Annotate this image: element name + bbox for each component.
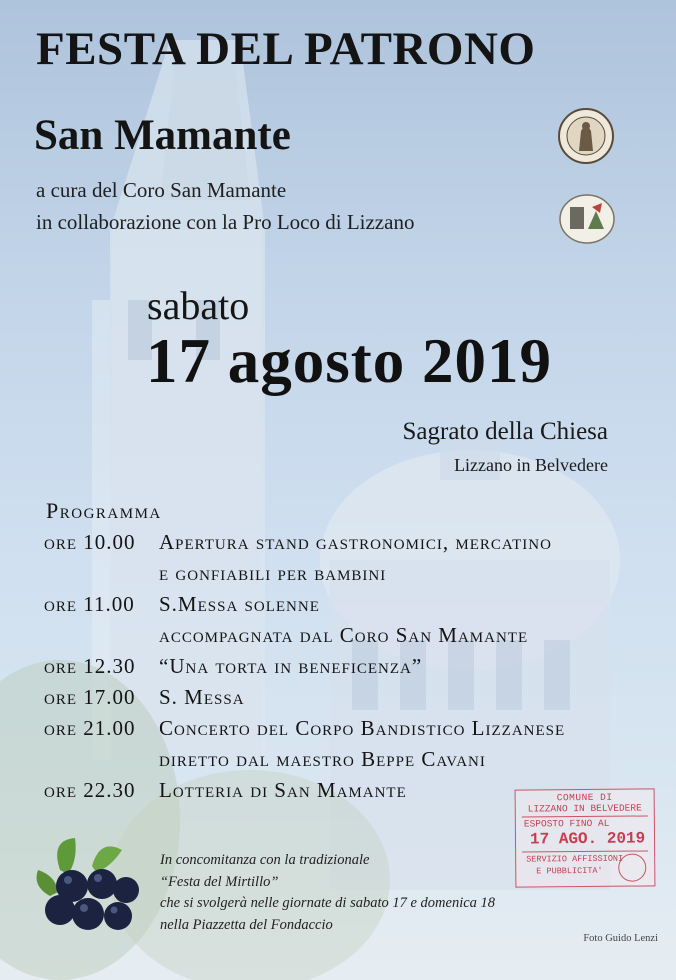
footer-note [160, 850, 520, 936]
program-activity: Apertura stand gastronomici, mercatino [159, 530, 552, 554]
program-list [44, 530, 654, 809]
stamp-line: E PUBBLICITA' [536, 865, 603, 877]
blueberries-icon [30, 830, 145, 940]
program-heading: Programma [46, 498, 162, 523]
program-time: ore 11.00 [44, 592, 135, 616]
program-row [44, 623, 654, 654]
event-date: 17 agosto 2019 [146, 326, 552, 396]
municipal-display-stamp [515, 788, 656, 887]
program-row [44, 654, 654, 685]
program-time: ore 10.00 [44, 530, 136, 554]
program-activity: “Una torta in beneficenza” [159, 654, 423, 678]
stamp-divider [522, 850, 648, 852]
organizer-line: a cura del Coro San Mamante [36, 178, 287, 202]
footer-line: “Festa del Mirtillo” [160, 873, 279, 890]
program-activity: Lotteria di San Mamante [159, 778, 407, 802]
program-time: ore 22.30 [44, 778, 136, 802]
stamp-line: LIZZANO IN BELVEDERE [527, 802, 642, 815]
stamp-seal-icon [618, 853, 646, 881]
poster-subtitle: San Mamante [34, 112, 291, 159]
footer-line: In concomitanza con la tradizionale [160, 852, 370, 868]
program-activity: e gonfiabili per bambini [159, 561, 387, 585]
pro-loco-lizzano-logo-icon [558, 193, 616, 245]
poster-title: FESTA DEL PATRONO [36, 23, 536, 75]
program-activity: diretto dal maestro Beppe Cavani [159, 747, 486, 771]
stamp-line: ESPOSTO FINO AL [523, 817, 610, 830]
stamp-line: COMUNE DI [556, 791, 613, 804]
program-activity: Concerto del Corpo Bandistico Lizzanese [159, 716, 566, 740]
program-row [44, 561, 654, 592]
program-row [44, 685, 654, 716]
photo-credit: Foto Guido Lenzi [583, 933, 658, 944]
program-row [44, 716, 654, 747]
event-day: sabato [147, 283, 250, 328]
program-row [44, 747, 654, 778]
program-time: ore 17.00 [44, 685, 136, 709]
stamp-date: 17 AGO. 2019 [529, 829, 646, 849]
event-venue: Sagrato della Chiesa [402, 418, 608, 445]
program-row [44, 530, 654, 561]
program-activity: S. Messa [159, 685, 245, 709]
program-activity: S.Messa solenne [159, 592, 320, 616]
stamp-line: SERVIZIO AFFISSIONI [526, 853, 624, 865]
program-activity: accompagnata dal Coro San Mamante [159, 623, 529, 647]
coro-san-mamante-seal-icon [557, 107, 615, 165]
program-row [44, 592, 654, 623]
program-time: ore 12.30 [44, 654, 136, 678]
collaboration-line: in collaborazione con la Pro Loco di Lizzano [36, 210, 415, 234]
program-time: ore 21.00 [44, 716, 136, 740]
footer-line: nella Piazzetta del Fondaccio [160, 916, 333, 933]
footer-line: che si svolgerà nelle giornate di sabato 17 e domenica 18 [160, 895, 496, 911]
event-place: Lizzano in Belvedere [454, 455, 608, 475]
